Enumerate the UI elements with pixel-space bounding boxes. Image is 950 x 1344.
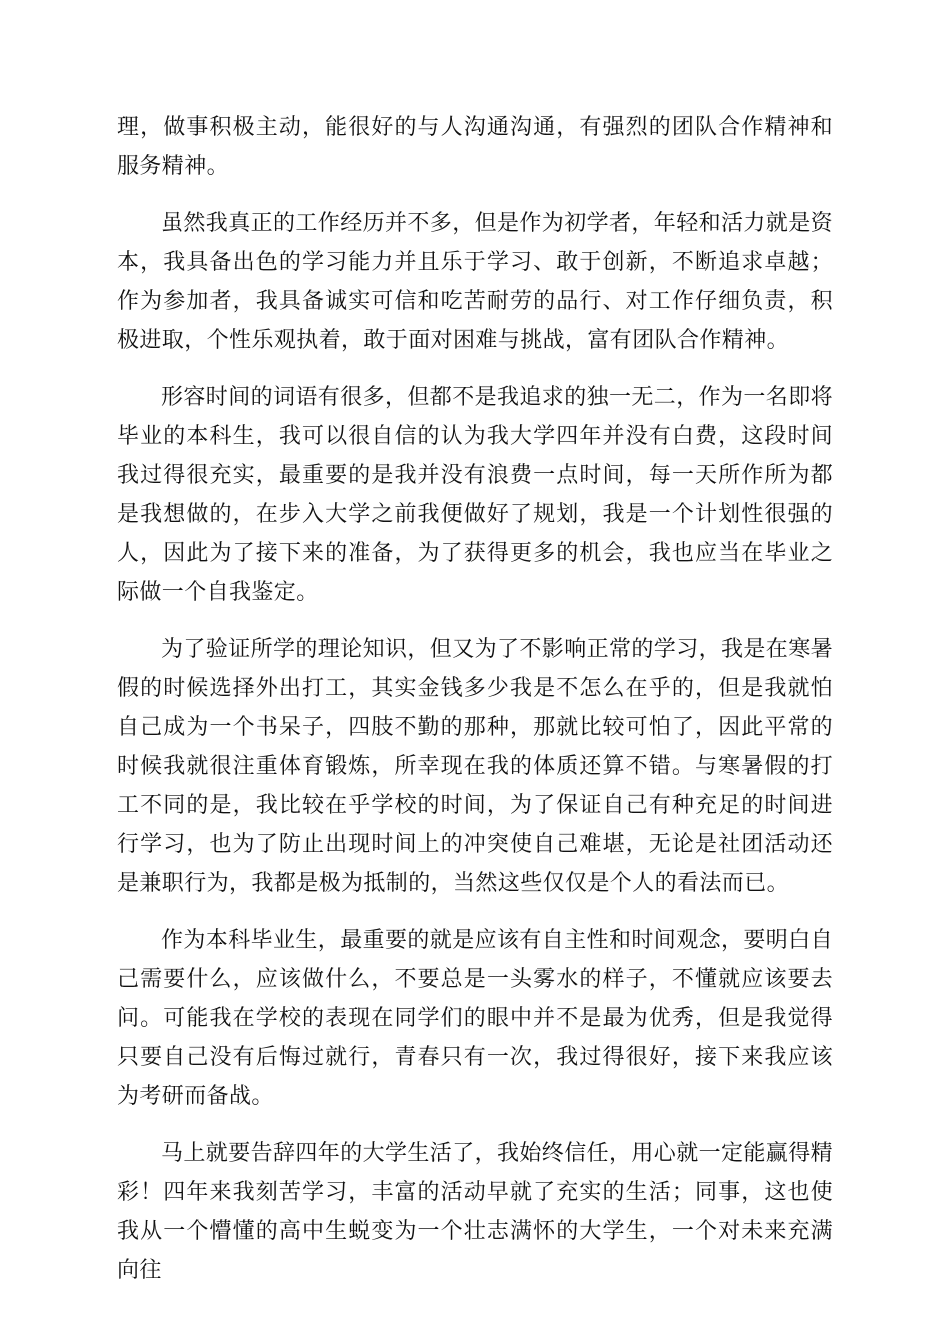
paragraph-continued: 理，做事积极主动，能很好的与人沟通沟通，有强烈的团队合作精神和服务精神。	[117, 115, 833, 179]
paragraph: 虽然我真正的工作经历并不多，但是作为初学者，年轻和活力就是资本，我具备出色的学习能力并且乐于学习、敢于创新，不断追求卓越；作为参加者，我具备诚实可信和吃苦耐劳的品行、对工作仔细负责，积极进取，个性乐观执着，敢于面对困难与挑战，富有团队合作精神。	[117, 211, 834, 353]
document-body	[117, 108, 833, 1308]
paragraph: 马上就要告辞四年的大学生活了，我始终信任，用心就一定能赢得精彩！四年来我刻苦学习，丰富的活动早就了充实的生活；同事，这也使我从一个懵懂的高中生蜕变为一个壮志满怀的大学生，一个对未来充满向往	[117, 1141, 834, 1283]
paragraph: 作为本科毕业生，最重要的就是应该有自主性和时间观念，要明白自己需要什么，应该做什么，不要总是一头雾水的样子，不懂就应该要去问。可能我在学校的表现在同学们的眼中并不是最为优秀，但是我觉得只要自己没有后悔过就行，青春只有一次，我过得很好，接下来我应该为考研而备战。	[117, 928, 834, 1109]
paragraph: 形容时间的词语有很多，但都不是我追求的独一无二，作为一名即将毕业的本科生，我可以很自信的认为我大学四年并没有白费，这段时间我过得很充实，最重要的是我并没有浪费一点时间，每一天所作所为都是我想做的，在步入大学之前我便做好了规划，我是一个计划性很强的人，因此为了接下来的准备，为了获得更多的机会，我也应当在毕业之际做一个自我鉴定。	[117, 385, 834, 605]
paragraph: 为了验证所学的理论知识，但又为了不影响正常的学习，我是在寒暑假的时候选择外出打工，其实金钱多少我是不怎么在乎的，但是我就怕自己成为一个书呆子，四肢不勤的那种，那就比较可怕了，因此平常的时候我就很注重体育锻炼，所幸现在我的体质还算不错。与寒暑假的打工不同的是，我比较在乎学校的时间，为了保证自己有种充足的时间进行学习，也为了防止出现时间上的冲突使自己难堪，无论是社团活动还是兼职行为，我都是极为抵制的，当然这些仅仅是个人的看法而已。	[117, 637, 834, 896]
